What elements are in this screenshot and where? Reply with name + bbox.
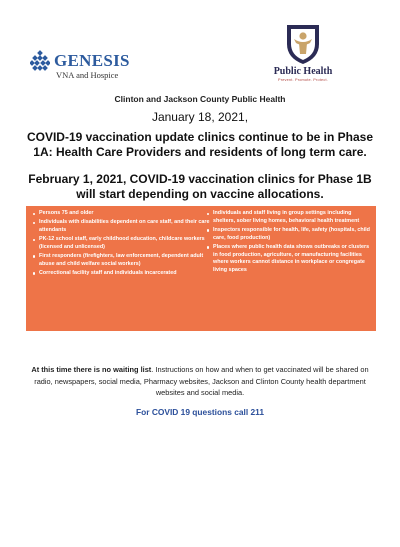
groups-right-column [206, 210, 374, 276]
group-list-item [206, 227, 374, 243]
waiting-list-text: . Instructions on how and when to get vaccinated will be shared on radio, newspapers, social media, Pharmacy websites, Jackson and Clinton County health department websites and social media. [34, 365, 369, 397]
public-health-logo [258, 22, 354, 84]
genesis-logo-name: GENESIS [54, 51, 130, 70]
group-label: Correctional facility staff and individuals incarcerated [39, 269, 177, 276]
group-label: Individuals with disabilities dependent on care staff, and their care attendants [39, 219, 210, 233]
bullet-icon [33, 222, 35, 224]
bullet-icon [207, 246, 209, 248]
bullet-icon [33, 272, 35, 274]
genesis-diamond-icon [30, 50, 50, 74]
group-list-item [32, 253, 210, 269]
waiting-list-lead: At this time there is no waiting list [31, 365, 152, 374]
bullet-icon [207, 229, 209, 231]
group-list-item [206, 244, 374, 275]
group-label: Inspectors responsible for health, life, safety (hospitals, child care, food production) [213, 226, 370, 241]
group-list-item [32, 270, 210, 278]
waiting-list-notice [24, 364, 376, 399]
group-label: Individuals and staff living in group settings including shelters, sober living homes, behavioral health treatment [213, 210, 360, 224]
public-health-tagline: Prevent. Promote. Protect. [278, 78, 328, 82]
group-list-item [32, 210, 210, 218]
notice-date: January 18, 2021, [151, 110, 249, 124]
bullet-icon [207, 213, 209, 215]
organization-name: Clinton and Jackson County Public Health [114, 94, 286, 104]
public-health-logo-name: Public Health [273, 66, 333, 77]
phase-1a-update: COVID-19 vaccination update clinics continue to be in Phase 1A: Health Care Providers and residents of long term care. [26, 130, 374, 159]
bullet-icon [33, 255, 35, 257]
genesis-logo [30, 50, 130, 82]
groups-left-column [32, 210, 210, 279]
phase-1b-groups-box [26, 206, 376, 331]
bullet-icon [33, 239, 35, 241]
group-list-item [206, 210, 374, 226]
group-label: Places where public health data shows outbreaks or clusters in food production, agriculture, or manufacturing facilities where workers cannot distance in workplace or congregate living spaces [213, 243, 370, 274]
phase-1b-announcement: February 1, 2021, COVID-19 vaccination clinics for Phase 1B will start depending on vaccine allocations. [28, 172, 372, 201]
contact-line: For COVID 19 questions call 211 [136, 407, 264, 417]
group-label: PK-12 school staff, early childhood education, childcare workers (licensed and unlicensed) [39, 235, 205, 250]
group-list-item [32, 236, 210, 252]
group-list-item [32, 219, 210, 235]
bullet-icon [33, 213, 35, 215]
genesis-logo-subtitle: VNA and Hospice [56, 70, 119, 80]
group-label: Persons 75 and older [39, 210, 94, 216]
public-health-shield-icon [283, 22, 323, 66]
group-label: First responders (firefighters, law enforcement, dependent adult abuse and child welfare social workers) [39, 252, 204, 267]
